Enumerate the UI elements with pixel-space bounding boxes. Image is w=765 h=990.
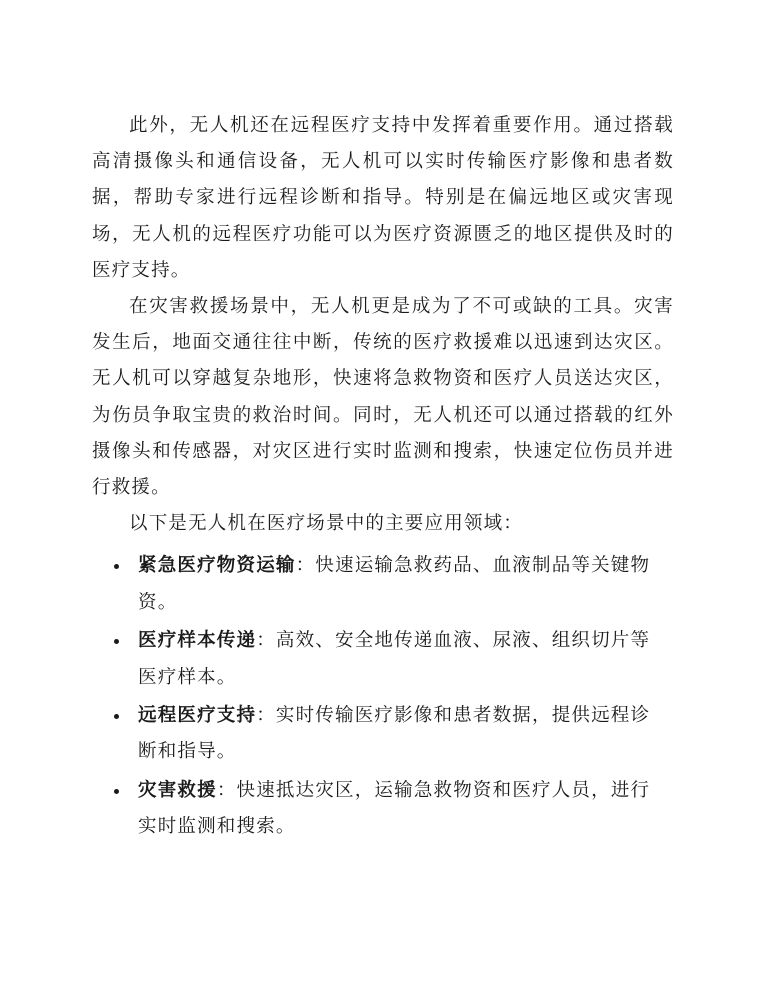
list-item-desc: ：快速运输急救药品、血液制品等关键物资。: [138, 555, 651, 613]
paragraph-disaster-rescue: 在灾害救援场景中，无人机更是成为了不可或缺的工具。灾害发生后，地面交通往往中断，传统的医疗救援难以迅速到达灾区。无人机可以穿越复杂地形，快速将急救物资和医疗人员送达灾区，为伤员争取宝贵的救治时间。同时，无人机还可以通过搭载的红外摄像头和传感器，对灾区进行实时监测和搜索，快速定位伤员并进行救援。: [92, 296, 674, 499]
application-list: [92, 548, 674, 845]
bullet-icon: [114, 639, 119, 644]
bullet-icon: [114, 789, 119, 794]
bullet-icon: [114, 714, 119, 719]
list-item: [92, 548, 674, 620]
list-item-desc: ：实时传输医疗影像和患者数据，提供远程诊断和指导。: [138, 705, 651, 763]
list-item-term: 医疗样本传递: [138, 630, 257, 652]
list-item: [92, 623, 674, 695]
list-item-term: 远程医疗支持: [138, 705, 257, 727]
paragraph-list-intro: 以下是无人机在医疗场景中的主要应用领域：: [129, 513, 524, 535]
list-item-desc: ：高效、安全地传递血液、尿液、组织切片等医疗样本。: [138, 630, 651, 688]
list-item: [92, 773, 674, 845]
list-item-term: 紧急医疗物资运输: [138, 555, 296, 577]
list-item-desc: ：快速抵达灾区，运输急救物资和医疗人员，进行实时监测和搜索。: [138, 780, 651, 838]
paragraph-remote-medical: 此外，无人机还在远程医疗支持中发挥着重要作用。通过搭载高清摄像头和通信设备，无人机可以实时传输医疗影像和患者数据，帮助专家进行远程诊断和指导。特别是在偏远地区或灾害现场，无人机的远程医疗功能可以为医疗资源匮乏的地区提供及时的医疗支持。: [92, 115, 674, 281]
list-item-term: 灾害救援: [138, 780, 217, 802]
document-page: [92, 108, 674, 848]
list-item: [92, 698, 674, 770]
bullet-icon: [114, 564, 119, 569]
